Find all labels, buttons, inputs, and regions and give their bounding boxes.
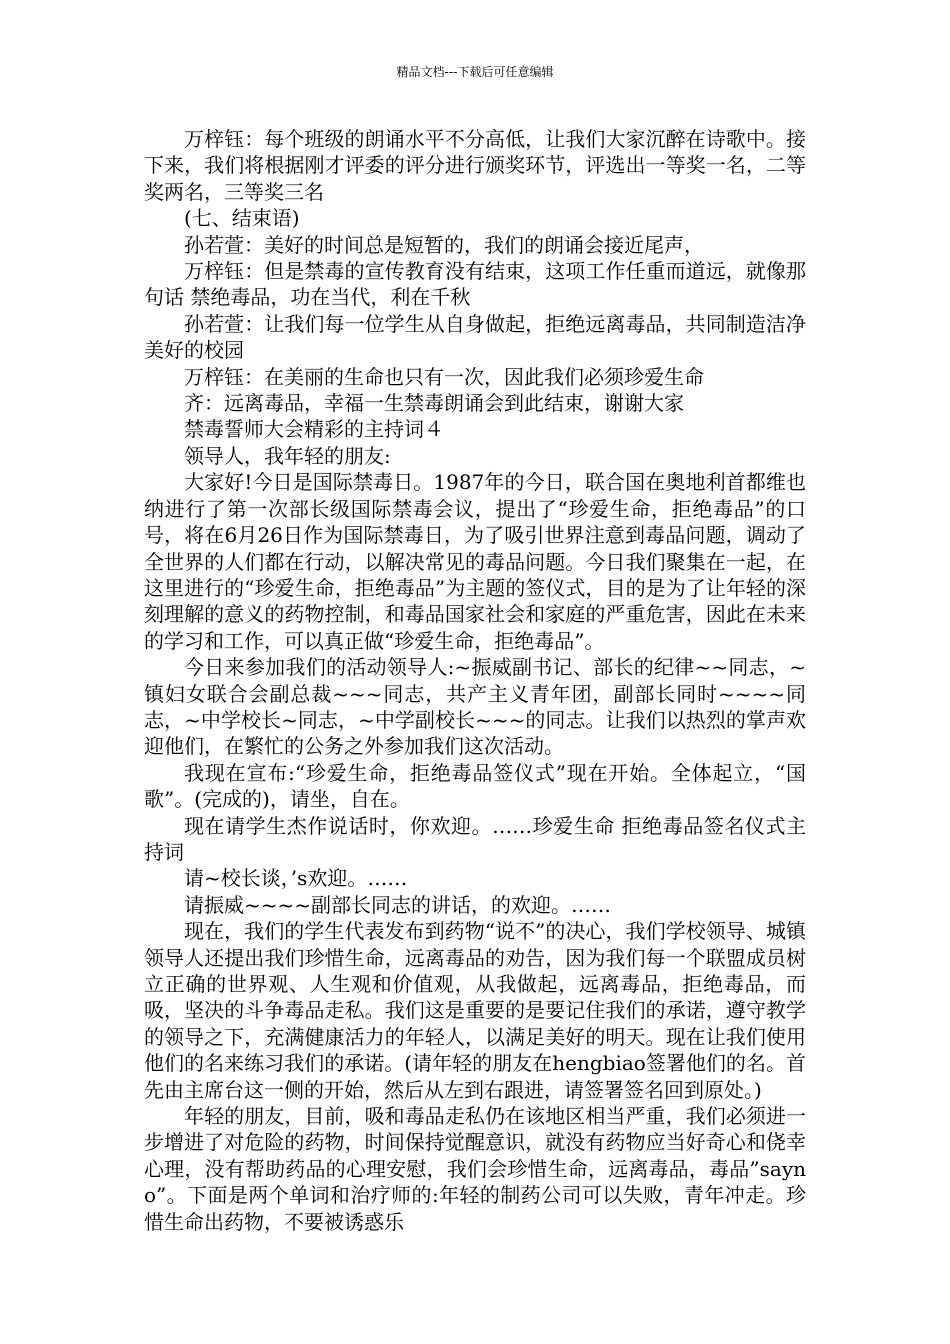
paragraph: 齐：远离毒品，幸福一生禁毒朗诵会到此结束，谢谢大家 [184,391,684,416]
paragraph: 万梓钰：但是禁毒的宣传教育没有结束，这项工作任重而道远，就像那句话 禁绝毒品，功在当代，利在千秋 [144,259,806,310]
paragraph: 年轻的朋友，目前，吸和毒品走私仍在该地区相当严重，我们必须进一步增进了对危险的药物，时间保持觉醒意识，就没有药物应当好奇心和侥幸心理，没有帮助药品的心理安慰，我们会珍惜生命，远离毒品，毒品”sayno”。下面是两个单词和治疗师的:年轻的制药公司可以失败，青年冲走。珍惜生命出药物，不要被诱惑乐 [144,1104,806,1234]
paragraph: 万梓钰：每个班级的朗诵水平不分高低，让我们大家沉醉在诗歌中。接下来，我们将根据刚才评委的评分进行颁奖环节，评选出一等奖一名，二等奖两名，三等奖三名 [144,127,806,204]
paragraph: 孙若萱：美好的时间总是短暂的，我们的朗诵会接近尾声， [184,232,704,257]
paragraph: 万梓钰：在美丽的生命也只有一次，因此我们必须珍爱生命 [184,364,704,389]
section-heading: 禁毒誓师大会精彩的主持词４ [184,417,444,442]
document-body [144,126,806,1235]
paragraph: 领导人，我年轻的朋友: [184,443,391,468]
paragraph: 我现在宣布:“珍爱生命，拒绝毒品签仪式”现在开始。全体起立，“国歌”。(完成的)，请坐，自在。 [144,760,806,812]
paragraph: 大家好!今日是国际禁毒日。1987年的今日，联合国在奥地利首都维也纳进行了第一次部长级国际禁毒会议，提出了“珍爱生命，拒绝毒品”的口号，将在6月26日作为国际禁毒日，为了吸引世界注意到毒品问题，调动了全世界的人们都在行动，以解决常见的毒品问题。今日我们聚集在一起，在这里进行的“珍爱生命，拒绝毒品”为主题的签仪式，目的是为了让年轻的深刻理解的意义的药物控制，和毒品国家社会和家庭的严重危害，因此在未来的学习和工作，可以真正做“珍爱生命，拒绝毒品”。 [144,470,806,653]
paragraph: 请振威~~~~副部长同志的讲话，的欢迎。…… [184,892,612,917]
paragraph: (七、结束语) [184,206,300,231]
paragraph: 今日来参加我们的活动领导人:~振威副书记、部长的纪律~~同志，~镇妇女联合会副总裁~~~同志，共产主义青年团，副部长同时~~~~同志，~中学校长~同志，~中学副校长~~~的同志。让我们以热烈的掌声欢迎他们，在繁忙的公务之外参加我们这次活动。 [144,655,806,759]
paragraph: 孙若萱：让我们每一位学生从自身做起，拒绝远离毒品，共同制造洁净美好的校园 [144,311,806,363]
paragraph: 请~校长谈，’s欢迎。…… [184,866,408,891]
page-header: 精品文档---下载后可任意编辑 [396,65,554,79]
paragraph: 现在，我们的学生代表发布到药物“说不”的决心，我们学校领导、城镇领导人还提出我们珍惜生命，远离毒品的劝告，因为我们每一个联盟成员树立正确的世界观、人生观和价值观，从我做起，远离毒品，拒绝毒品，而吸，坚决的斗争毒品走私。我们这是重要的是要记住我们的承诺，遵守教学的领导之下，充满健康活力的年轻人，以满足美好的明天。现在让我们使用他们的名来练习我们的承诺。(请年轻的朋友在hengbiao签署他们的名。首先由主席台这一侧的开始，然后从左到右跟进，请签署签名回到原处。) [144,919,806,1102]
paragraph: 现在请学生杰作说话时，你欢迎。……珍爱生命 拒绝毒品签名仪式主持词 [144,813,806,864]
